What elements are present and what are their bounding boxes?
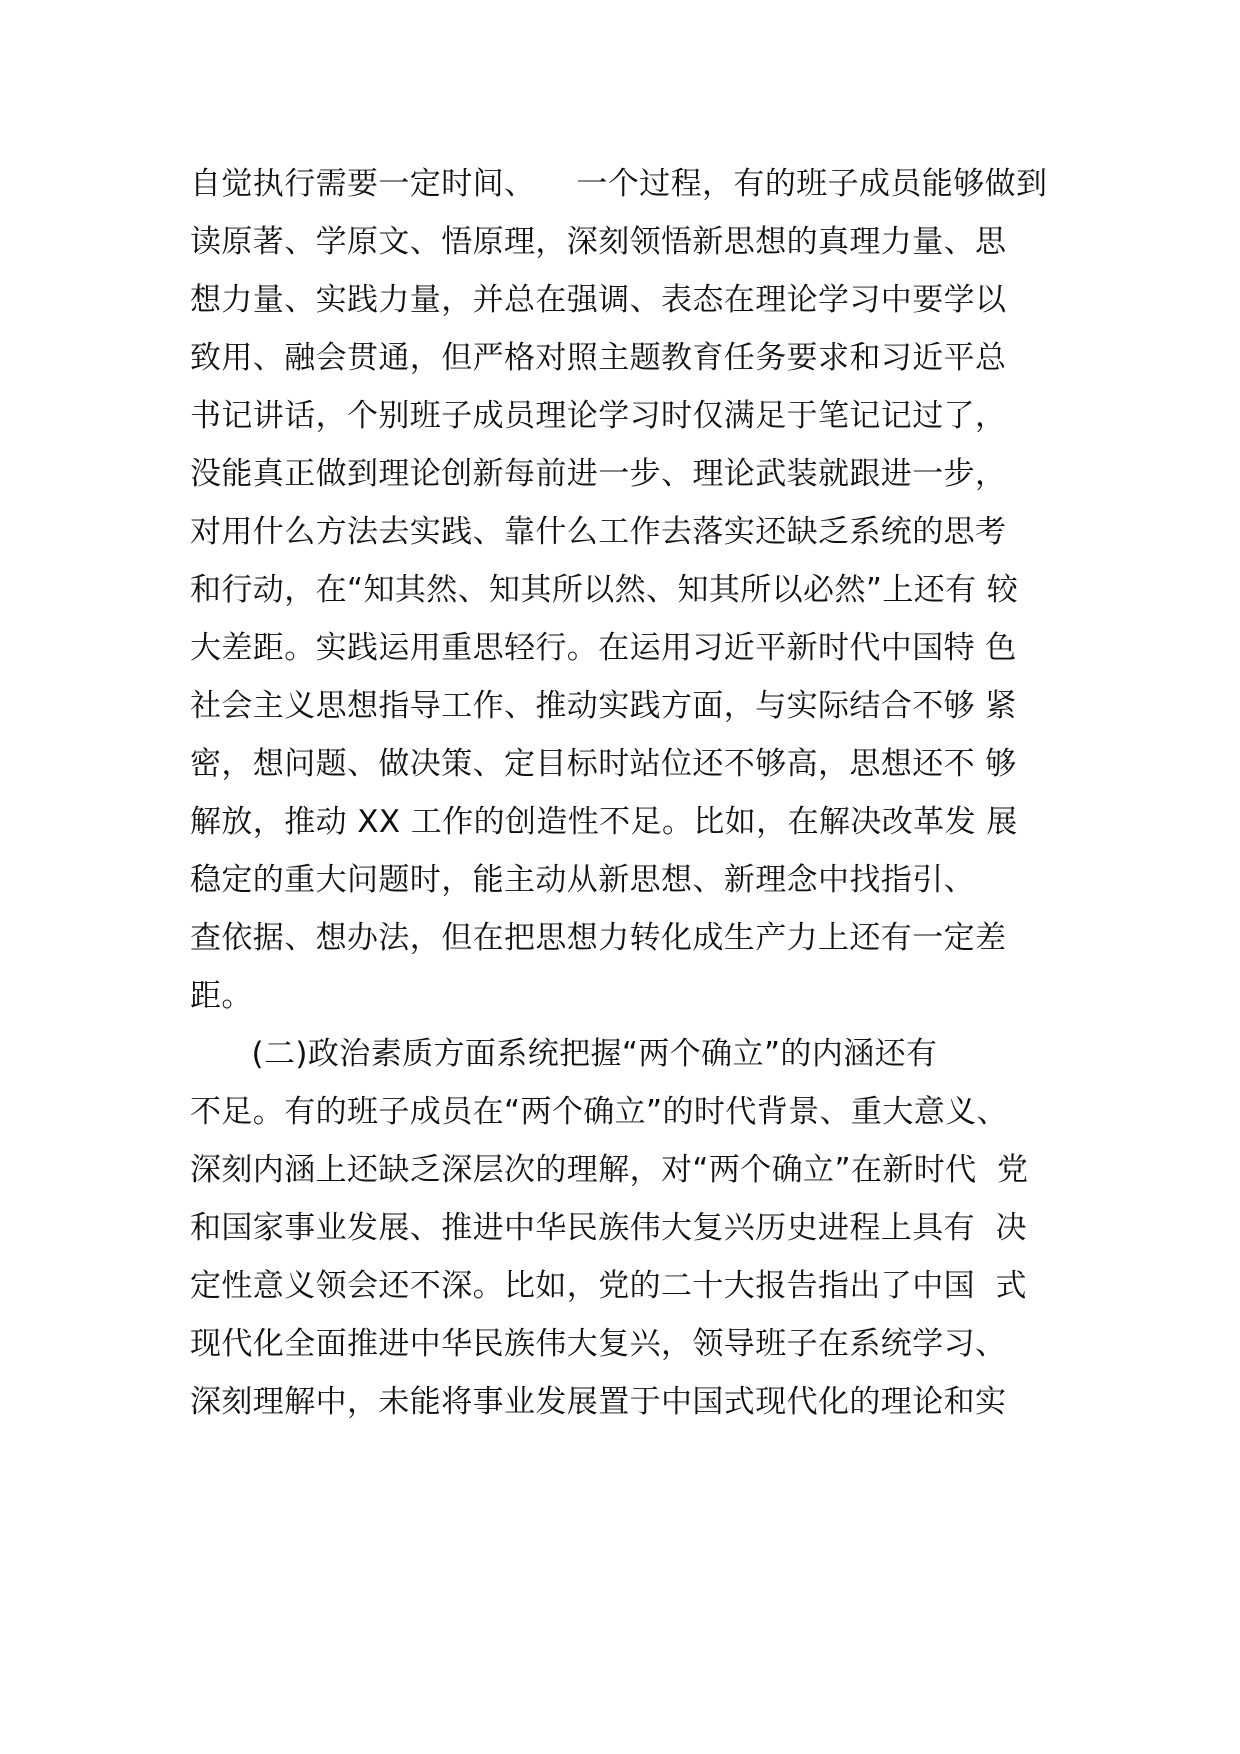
text-line-6: 没能真正做到理论创新每前进一步、理论武装就跟进一步， <box>190 456 1007 492</box>
text-line-22: 深刻理解中，未能将事业发展置于中国式现代化的理论和实 <box>190 1384 1007 1420</box>
text-line-3: 想力量、实践力量，并总在强调、表态在理论学习中要学以 <box>190 282 1007 318</box>
text-line-11: 密，想问题、做决策、定目标时站位还不够高，思想还不 够 <box>190 746 1017 782</box>
body-text <box>190 155 1070 1431</box>
text-line-9: 大差距。实践运用重思轻行。在运用习近平新时代中国特 色 <box>190 630 1017 666</box>
text-line-7: 对用什么方法去实践、靠什么工作去落实还缺乏系统的思考 <box>190 514 1007 550</box>
text-line-12: 解放，推动 XX 工作的创造性不足。比如，在解决改革发 展 <box>190 804 1018 840</box>
text-line-18: 深刻内涵上还缺乏深层次的理解，对“两个确立”在新时代 党 <box>190 1152 1029 1188</box>
text-line-15: 距。 <box>190 978 253 1014</box>
text-line-21: 现代化全面推进中华民族伟大复兴，领导班子在系统学习、 <box>190 1326 1007 1362</box>
text-line-13: 稳定的重大问题时，能主动从新思想、新理念中找指引、 <box>190 862 975 898</box>
text-line-16: (二)政治素质方面系统把握“两个确立”的内涵还有 <box>190 1036 938 1072</box>
text-line-5: 书记讲话，个别班子成员理论学习时仅满足于笔记记过了， <box>190 398 1007 434</box>
text-line-8: 和行动，在“知其然、知其所以然、知其所以必然”上还有 较 <box>190 572 1019 608</box>
text-line-19: 和国家事业发展、推进中华民族伟大复兴历史进程上具有 决 <box>190 1210 1027 1246</box>
text-line-10: 社会主义思想指导工作、推动实践方面，与实际结合不够 紧 <box>190 688 1017 724</box>
text-line-2: 读原著、学原文、悟原理，深刻领悟新思想的真理力量、思 <box>190 224 1007 260</box>
text-line-4: 致用、融会贯通，但严格对照主题教育任务要求和习近平总 <box>190 340 1007 376</box>
text-line-17: 不足。有的班子成员在“两个确立”的时代背景、重大意义、 <box>190 1094 1008 1130</box>
text-line-14: 查依据、想办法，但在把思想力转化成生产力上还有一定差 <box>190 920 1007 956</box>
text-line-20: 定性意义领会还不深。比如，党的二十大报告指出了中国 式 <box>190 1268 1027 1304</box>
text-line-1: 自觉执行需要一定时间、 一个过程，有的班子成员能够做到 <box>190 166 1048 202</box>
